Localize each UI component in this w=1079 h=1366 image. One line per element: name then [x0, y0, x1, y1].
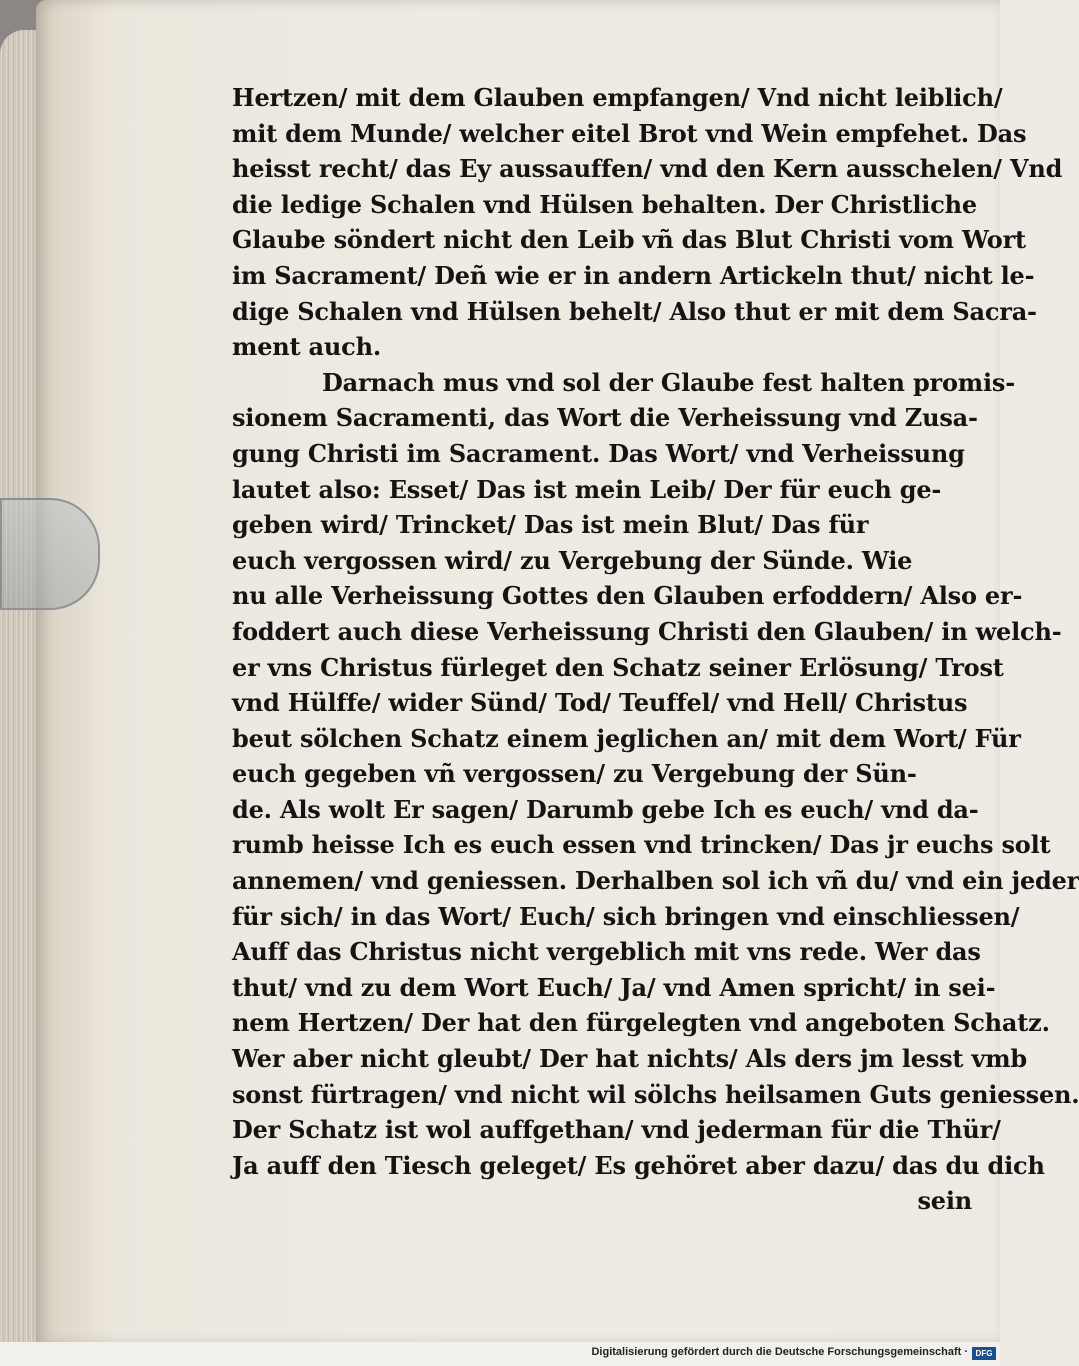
text-line: annemen/ vnd geniessen. Derhalben sol ich vñ du/ vnd ein jeder	[232, 866, 1079, 896]
text-line: lautet also: Esset/ Das ist mein Leib/ Der für euch ge-	[232, 474, 942, 504]
page-clip	[0, 498, 100, 610]
text-line: sionem Sacramenti, das Wort die Verheissung vnd Zusa-	[232, 403, 978, 433]
text-line: Auff das Christus nicht vergeblich mit vns rede. Wer das	[232, 937, 981, 967]
text-line: beut sölchen Schatz einem jeglichen an/ mit dem Wort/ Für	[232, 723, 1021, 753]
text-line: dige Schalen vnd Hülsen behelt/ Also thut er mit dem Sacra-	[232, 296, 1037, 326]
text-line: ment auch.	[232, 332, 381, 362]
text-line: gung Christi im Sacrament. Das Wort/ vnd Verheissung	[232, 438, 965, 468]
text-line: de. Als wolt Er sagen/ Darumb gebe Ich es euch/ vnd da-	[232, 794, 979, 824]
text-line: Glaube söndert nicht den Leib vñ das Blut Christi vom Wort	[232, 225, 1026, 255]
text-line: Darnach mus vnd sol der Glaube fest halten promis-	[322, 367, 1015, 397]
text-line: er vns Christus fürleget den Schatz seiner Erlösung/ Trost	[232, 652, 1004, 682]
text-line: mit dem Munde/ welcher eitel Brot vnd Wein empfehet. Das	[232, 118, 1027, 148]
text-line: für sich/ in das Wort/ Euch/ sich bringen vnd einschliessen/	[232, 901, 1020, 931]
text-line: rumb heisse Ich es euch essen vnd trincken/ Das jr euchs solt	[232, 830, 1051, 860]
text-line: thut/ vnd zu dem Wort Euch/ Ja/ vnd Amen spricht/ in sei-	[232, 972, 996, 1002]
text-line: euch gegeben vñ vergossen/ zu Vergebung der Sün-	[232, 759, 917, 789]
text-line: foddert auch diese Verheissung Christi den Glauben/ in welch-	[232, 616, 1062, 646]
text-line: Wer aber nicht gleubt/ Der hat nichts/ Als ders jm lesst vmb	[232, 1044, 1027, 1074]
text-line: Ja auff den Tiesch geleget/ Es gehöret aber dazu/ das du dich	[232, 1150, 1045, 1180]
text-line: geben wird/ Trincket/ Das ist mein Blut/ Das für	[232, 510, 869, 540]
dfg-logo-icon: DFG	[972, 1347, 996, 1360]
text-line: Hertzen/ mit dem Glauben empfangen/ Vnd nicht leiblich/	[232, 83, 1003, 112]
text-line: sonst fürtragen/ vnd nicht wil sölchs heilsamen Guts geniessen.	[232, 1079, 1079, 1109]
text-line: Der Schatz ist wol auffgethan/ vnd jederman für die Thür/	[232, 1115, 1001, 1145]
text-line: nem Hertzen/ Der hat den fürgelegten vnd angeboten Schatz.	[232, 1008, 1050, 1038]
text-line: nu alle Verheissung Gottes den Glauben erfoddern/ Also er-	[232, 581, 1023, 611]
page-text	[232, 80, 1079, 1219]
digitization-footer	[0, 1342, 1000, 1366]
catchword: sein	[917, 1186, 972, 1216]
text-line: im Sacrament/ Deñ wie er in andern Artickeln thut/ nicht le-	[232, 260, 1035, 290]
footer-credit: Digitalisierung gefördert durch die Deutsche Forschungsgemeinschaft ·	[591, 1346, 968, 1358]
text-line: heisst recht/ das Ey aussauffen/ vnd den Kern ausschelen/ Vnd	[232, 154, 1063, 184]
text-line: euch vergossen wird/ zu Vergebung der Sünde. Wie	[232, 545, 913, 575]
text-line: die ledige Schalen vnd Hülsen behalten. Der Christliche	[232, 189, 977, 219]
text-line: vnd Hülffe/ wider Sünd/ Tod/ Teuffel/ vnd Hell/ Christus	[232, 688, 968, 718]
